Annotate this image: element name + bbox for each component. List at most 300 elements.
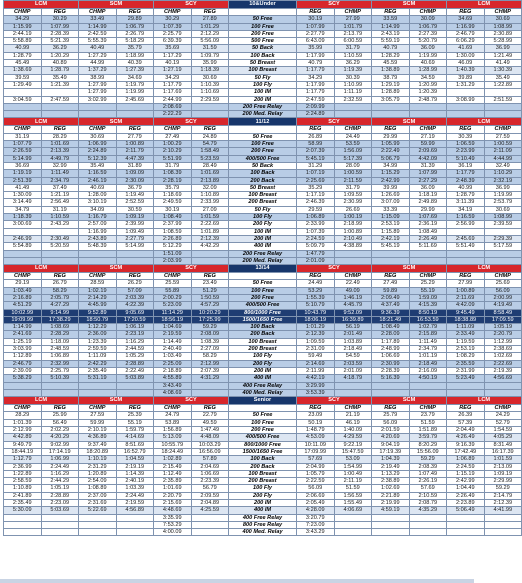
- table-row: [4, 16, 522, 23]
- time-cell: 2:10.19: [79, 427, 117, 434]
- time-cell: 5:54.89: [4, 243, 42, 250]
- course-label: SCY: [297, 265, 372, 273]
- time-cell: 2:12.99: [4, 427, 42, 434]
- time-cell: 1:01.19: [409, 353, 447, 360]
- time-cell: 1:25.19: [4, 338, 42, 345]
- time-cell: 1:46.19: [334, 294, 372, 301]
- time-cell: 23.09: [297, 412, 335, 419]
- section-header-row: [4, 1, 522, 9]
- event-name: 50 Free: [229, 133, 297, 140]
- time-cell: 1:10.89: [191, 192, 229, 199]
- time-cell: 1:17.79: [154, 81, 192, 88]
- time-cell: [334, 257, 372, 264]
- column-header: CHMP: [334, 126, 372, 133]
- table-row: [4, 52, 522, 59]
- time-cell: 10:03.29: [191, 441, 229, 448]
- time-cell: 3:43.49: [154, 382, 192, 389]
- time-cell: [372, 529, 410, 536]
- time-cell: [372, 521, 410, 528]
- time-cell: 2:04.99: [297, 463, 335, 470]
- time-cell: 2:23.99: [447, 148, 485, 155]
- time-cell: 2:36.99: [4, 463, 42, 470]
- time-cell: [334, 529, 372, 536]
- time-cell: 53.29: [297, 287, 335, 294]
- time-cell: 2:24.89: [297, 111, 335, 118]
- table-row: [4, 280, 522, 287]
- time-cell: 1:56.89: [154, 427, 192, 434]
- time-cell: 17:09.59: [484, 316, 522, 323]
- time-cell: [372, 250, 410, 257]
- time-cell: 4:00.09: [154, 529, 192, 536]
- event-name: 400 Med. Relay: [229, 529, 297, 536]
- column-header: REG: [116, 126, 154, 133]
- time-cell: 3:43.29: [297, 529, 335, 536]
- time-cell: 30.69: [484, 206, 522, 213]
- time-cell: 41.49: [4, 184, 42, 191]
- time-cell: 34.29: [297, 74, 335, 81]
- time-cell: 56.09: [484, 287, 522, 294]
- column-header: CHMP: [484, 405, 522, 412]
- time-cell: 2:11.09: [484, 148, 522, 155]
- time-cell: 18:44.19: [4, 448, 42, 455]
- event-name: 50 Back: [229, 45, 297, 52]
- time-cell: 30.59: [116, 206, 154, 213]
- time-cell: 9:52.09: [334, 309, 372, 316]
- time-cell: 2:03.39: [116, 294, 154, 301]
- table-row: [4, 353, 522, 360]
- time-cell: 5:20.79: [409, 38, 447, 45]
- time-cell: 2:41.69: [4, 331, 42, 338]
- time-cell: 18:24.49: [154, 448, 192, 455]
- time-cell: 10:20.29: [191, 309, 229, 316]
- table-row: [4, 514, 522, 521]
- event-name: 100 Fly: [229, 485, 297, 492]
- time-cell: 27.99: [334, 16, 372, 23]
- time-cell: 1:11.49: [41, 170, 79, 177]
- time-cell: 1:02.69: [372, 485, 410, 492]
- event-name: 100 Back: [229, 52, 297, 59]
- time-cell: 1:02.19: [79, 287, 117, 294]
- time-cell: 2:34.79: [409, 346, 447, 353]
- time-cell: 11:14.29: [154, 309, 192, 316]
- table-row: [4, 427, 522, 434]
- time-cell: 1:59.79: [116, 427, 154, 434]
- time-cell: [191, 389, 229, 396]
- time-cell: [409, 257, 447, 264]
- time-cell: 1:18.99: [116, 52, 154, 59]
- time-cell: 3:35.99: [154, 514, 192, 521]
- event-name: 200 Breast: [229, 478, 297, 485]
- time-cell: 5:06.79: [372, 155, 410, 162]
- time-cell: 4:42.29: [191, 243, 229, 250]
- time-cell: 2:07.39: [297, 148, 335, 155]
- table-row: [4, 214, 522, 221]
- time-cell: 59.89: [372, 287, 410, 294]
- time-cell: 6:06.29: [447, 38, 485, 45]
- column-header: CHMP: [409, 126, 447, 133]
- time-cell: 1:06.59: [447, 141, 485, 148]
- time-cell: [409, 103, 447, 110]
- time-cell: [116, 250, 154, 257]
- time-cell: 2:59.59: [79, 346, 117, 353]
- time-cell: [372, 389, 410, 396]
- time-cell: 1:03.49: [4, 287, 42, 294]
- table-row: [4, 199, 522, 206]
- time-cell: [447, 382, 485, 389]
- time-cell: 2:53.19: [447, 346, 485, 353]
- time-cell: [372, 257, 410, 264]
- time-cell: 2:08.69: [154, 103, 192, 110]
- time-cell: 5:21.39: [41, 38, 79, 45]
- time-cell: 3:11.39: [447, 199, 485, 206]
- time-cell: 34.29: [154, 74, 192, 81]
- time-cell: 1:54.59: [484, 427, 522, 434]
- time-cell: 2:14.69: [297, 360, 335, 367]
- time-cell: 3:02.99: [79, 96, 117, 103]
- time-cell: 1:40.09: [334, 427, 372, 434]
- time-cell: 44.99: [79, 60, 117, 67]
- table-row: [4, 45, 522, 52]
- time-cell: [41, 103, 79, 110]
- event-name: 1500/1650 Free: [229, 316, 297, 323]
- time-cell: [79, 389, 117, 396]
- time-cell: 2:40.49: [154, 346, 192, 353]
- time-cell: 2:10.49: [334, 235, 372, 242]
- column-header: REG: [372, 273, 410, 280]
- table-row: [4, 316, 522, 323]
- time-cell: 2:08.79: [409, 500, 447, 507]
- scrollbar-track[interactable]: [0, 579, 474, 583]
- time-cell: 1:30.09: [4, 192, 42, 199]
- time-cell: 59.99: [409, 141, 447, 148]
- time-cell: 2:12.29: [191, 30, 229, 37]
- column-header: CHMP: [154, 126, 192, 133]
- time-cell: 57.69: [297, 456, 335, 463]
- time-cell: 1:10.59: [41, 214, 79, 221]
- event-name: 200 Free Relay: [229, 103, 297, 110]
- time-cell: 1:07.49: [409, 470, 447, 477]
- time-cell: 2:01.09: [297, 257, 335, 264]
- time-cell: [447, 389, 485, 396]
- time-cell: 18:06.19: [297, 316, 335, 323]
- time-cell: 54.59: [334, 353, 372, 360]
- event-name: 200 Free: [229, 30, 297, 37]
- column-header: REG: [297, 126, 335, 133]
- time-cell: 1:08.39: [154, 170, 192, 177]
- time-cell: 1:19.99: [116, 89, 154, 96]
- time-cell: 18:20.89: [79, 448, 117, 455]
- table-row: [4, 521, 522, 528]
- time-cell: 4:56.89: [116, 507, 154, 514]
- time-cell: 2:19.59: [116, 500, 154, 507]
- table-row: [4, 23, 522, 30]
- time-cell: 25.79: [372, 412, 410, 419]
- course-label: SCM: [79, 1, 154, 9]
- time-cell: 59.29: [409, 456, 447, 463]
- event-name: 400 IM: [229, 375, 297, 382]
- time-cell: 53.59: [334, 141, 372, 148]
- event-name: 400/500 Free: [229, 302, 297, 309]
- time-cell: 1:05.79: [297, 470, 335, 477]
- time-cell: 34.69: [447, 16, 485, 23]
- time-cell: 17:25.99: [191, 316, 229, 323]
- time-cell: 57.39: [447, 419, 485, 426]
- time-cell: 2:46.19: [79, 177, 117, 184]
- time-cell: 35.69: [154, 45, 192, 52]
- time-cell: 2:28.39: [41, 30, 79, 37]
- time-cell: 10:11.09: [297, 441, 335, 448]
- time-cell: 40.69: [79, 184, 117, 191]
- time-cell: [191, 250, 229, 257]
- time-cell: 45.59: [372, 60, 410, 67]
- time-cell: 39.99: [372, 184, 410, 191]
- time-cell: 1:00.19: [334, 214, 372, 221]
- time-cell: [4, 521, 42, 528]
- time-cell: [79, 103, 117, 110]
- time-cell: 36.09: [409, 184, 447, 191]
- section-title: Senior: [229, 397, 297, 405]
- time-cell: 1:11.19: [334, 89, 372, 96]
- time-cell: 7:23.09: [297, 521, 335, 528]
- event-name: 100 Back: [229, 456, 297, 463]
- table-row: [4, 89, 522, 96]
- time-cell: 2:11.59: [334, 177, 372, 184]
- time-cell: 27.99: [447, 280, 485, 287]
- time-cell: 8:50.19: [409, 309, 447, 316]
- time-cell: 4:36.89: [79, 434, 117, 441]
- time-cell: 1:30.39: [484, 67, 522, 74]
- time-cell: 26.89: [297, 133, 335, 140]
- time-cell: 5:30.09: [4, 507, 42, 514]
- time-cell: 5:59.19: [372, 38, 410, 45]
- time-cell: [4, 382, 42, 389]
- column-header: REG: [191, 405, 229, 412]
- time-cell: 58.99: [297, 141, 335, 148]
- time-cell: 1:10.39: [191, 81, 229, 88]
- time-cell: 5:31.19: [79, 375, 117, 382]
- time-cell: 1:27.19: [154, 67, 192, 74]
- time-cell: 2:44.59: [116, 346, 154, 353]
- time-cell: 2:24.89: [79, 148, 117, 155]
- time-cell: [409, 521, 447, 528]
- time-cell: [372, 111, 410, 118]
- column-header: [229, 273, 297, 280]
- time-cell: 2:28.19: [154, 177, 192, 184]
- time-cell: 34.99: [372, 162, 410, 169]
- time-cell: 4:06.69: [334, 507, 372, 514]
- course-label: SCY: [154, 397, 229, 405]
- course-label: SCY: [154, 265, 229, 273]
- column-header: REG: [447, 126, 485, 133]
- time-cell: 4:15.39: [409, 302, 447, 309]
- time-cell: 55.19: [116, 419, 154, 426]
- time-cell: 1:17.79: [297, 67, 335, 74]
- time-cell: 2:43.29: [41, 221, 79, 228]
- time-cell: 2:18.99: [334, 221, 372, 228]
- time-cell: 1:30.09: [447, 52, 485, 59]
- time-cell: 40.69: [409, 60, 447, 67]
- event-name: 200 IM: [229, 367, 297, 374]
- time-cell: [4, 103, 42, 110]
- time-cell: 2:15.89: [409, 331, 447, 338]
- event-name: 100 Breast: [229, 192, 297, 199]
- time-cell: 4:42.09: [447, 302, 485, 309]
- time-cell: 36.29: [334, 60, 372, 67]
- time-cell: 1:22.89: [4, 470, 42, 477]
- time-cell: 1:29.19: [372, 81, 410, 88]
- time-cell: [4, 514, 42, 521]
- time-cell: 5:23.49: [447, 375, 485, 382]
- time-cell: 2:57.09: [79, 221, 117, 228]
- time-cell: [41, 89, 79, 96]
- time-cell: 1:20.99: [409, 81, 447, 88]
- time-cell: 5:51.49: [447, 243, 485, 250]
- event-name: 100 Fly: [229, 214, 297, 221]
- time-cell: 4:44.99: [484, 155, 522, 162]
- time-cell: 1:08.59: [154, 228, 192, 235]
- time-cell: 1:07.79: [4, 141, 42, 148]
- time-cell: 33.39: [372, 206, 410, 213]
- time-cell: 40.99: [4, 45, 42, 52]
- time-cell: 18:56.19: [154, 316, 192, 323]
- time-cell: 2:07.39: [191, 367, 229, 374]
- column-header: CHMP: [4, 9, 42, 16]
- section-title: 13/14: [229, 265, 297, 273]
- time-cell: 27.89: [191, 16, 229, 23]
- time-cell: 1:51.89: [409, 427, 447, 434]
- time-cell: 25.29: [409, 280, 447, 287]
- time-cell: 51.29: [191, 287, 229, 294]
- time-cell: 5:51.99: [154, 155, 192, 162]
- table-row: [4, 492, 522, 499]
- column-header: [229, 405, 297, 412]
- time-cell: 23.49: [191, 280, 229, 287]
- time-cell: 2:40.19: [116, 478, 154, 485]
- time-cell: 57.89: [191, 456, 229, 463]
- time-cell: 2:30.89: [484, 30, 522, 37]
- time-cell: 59.99: [79, 419, 117, 426]
- time-cell: 2:31.99: [447, 367, 485, 374]
- time-cell: 2:44.29: [41, 478, 79, 485]
- time-cell: 1:06.79: [409, 23, 447, 30]
- time-cell: 4:20.29: [41, 434, 79, 441]
- time-cell: 2:01.59: [372, 427, 410, 434]
- time-cell: 1:48.79: [297, 427, 335, 434]
- time-cell: 2:53.19: [372, 221, 410, 228]
- time-cell: [191, 257, 229, 264]
- time-cell: 2:16.09: [409, 367, 447, 374]
- time-cell: 10:43.79: [297, 309, 335, 316]
- time-cell: 1:38.69: [4, 67, 42, 74]
- time-cell: 1:09.49: [116, 228, 154, 235]
- table-row: [4, 412, 522, 419]
- time-cell: 2:13.89: [191, 177, 229, 184]
- time-cell: 1:07.39: [154, 23, 192, 30]
- time-cell: 2:30.09: [116, 177, 154, 184]
- table-row: [4, 30, 522, 37]
- time-cell: 4:31.29: [191, 375, 229, 382]
- course-label: LCM: [4, 265, 79, 273]
- time-cell: 1:05.99: [372, 141, 410, 148]
- time-cell: 1:27.29: [79, 52, 117, 59]
- course-label: SCM: [372, 1, 447, 9]
- time-cell: 1:17.99: [297, 52, 335, 59]
- table-row: [4, 221, 522, 228]
- time-cell: 2:34.79: [41, 177, 79, 184]
- time-cell: 2:33.99: [191, 199, 229, 206]
- time-cell: 5:10.49: [447, 155, 485, 162]
- time-cell: 2:00.29: [154, 294, 192, 301]
- time-cell: 2:27.39: [409, 30, 447, 37]
- column-header: REG: [41, 273, 79, 280]
- event-name: 200 Back: [229, 331, 297, 338]
- time-cell: 4:45.99: [79, 302, 117, 309]
- time-cell: 2:05.79: [41, 294, 79, 301]
- time-cell: 28.49: [191, 162, 229, 169]
- time-cell: 2:22.49: [116, 367, 154, 374]
- column-header: REG: [297, 273, 335, 280]
- time-cell: 2:20.79: [154, 492, 192, 499]
- table-row: [4, 67, 522, 74]
- time-cell: 4:19.49: [484, 302, 522, 309]
- time-cell: 5:03.89: [116, 375, 154, 382]
- time-cell: 1:01.29: [191, 23, 229, 30]
- time-cell: 1:17.89: [372, 338, 410, 345]
- time-cell: 9:52.89: [79, 309, 117, 316]
- column-header: REG: [116, 9, 154, 16]
- time-cell: 4:42.09: [409, 155, 447, 162]
- table-row: [4, 141, 522, 148]
- time-cell: 1:16.59: [447, 214, 485, 221]
- time-cell: [116, 521, 154, 528]
- time-cell: [4, 529, 42, 536]
- time-cell: 35.79: [154, 184, 192, 191]
- time-cell: 2:03.59: [334, 360, 372, 367]
- time-cell: 2:42.99: [447, 478, 485, 485]
- time-cell: [484, 257, 522, 264]
- table-row: [4, 324, 522, 331]
- column-header: CHMP: [4, 273, 42, 280]
- time-cell: [79, 111, 117, 118]
- table-row: [4, 346, 522, 353]
- time-cell: 2:48.59: [41, 346, 79, 353]
- time-cell: 17:20.59: [116, 316, 154, 323]
- time-cell: 29.99: [372, 133, 410, 140]
- column-header-row: [4, 273, 522, 280]
- time-cell: 1:10.59: [334, 52, 372, 59]
- time-cell: 2:35.49: [79, 367, 117, 374]
- time-cell: 24.49: [334, 133, 372, 140]
- course-label: SCY: [297, 397, 372, 405]
- time-cell: 1:19.59: [447, 338, 485, 345]
- time-cell: 1:01.59: [484, 456, 522, 463]
- time-cell: 2:04.89: [191, 500, 229, 507]
- time-cell: 2:11.79: [116, 148, 154, 155]
- time-cell: 1:16.99: [79, 228, 117, 235]
- time-cell: 6:00.59: [334, 38, 372, 45]
- event-name: 200 Breast: [229, 346, 297, 353]
- column-header: CHMP: [154, 273, 192, 280]
- time-cell: [372, 382, 410, 389]
- event-name: 100 Back: [229, 170, 297, 177]
- time-cell: [79, 529, 117, 536]
- column-header: CHMP: [154, 405, 192, 412]
- event-name: 200 Free: [229, 294, 297, 301]
- event-name: 800/1000 Free: [229, 441, 297, 448]
- time-cell: 31.79: [334, 184, 372, 191]
- time-cell: 16:39.89: [334, 316, 372, 323]
- time-cell: 1:07.99: [41, 23, 79, 30]
